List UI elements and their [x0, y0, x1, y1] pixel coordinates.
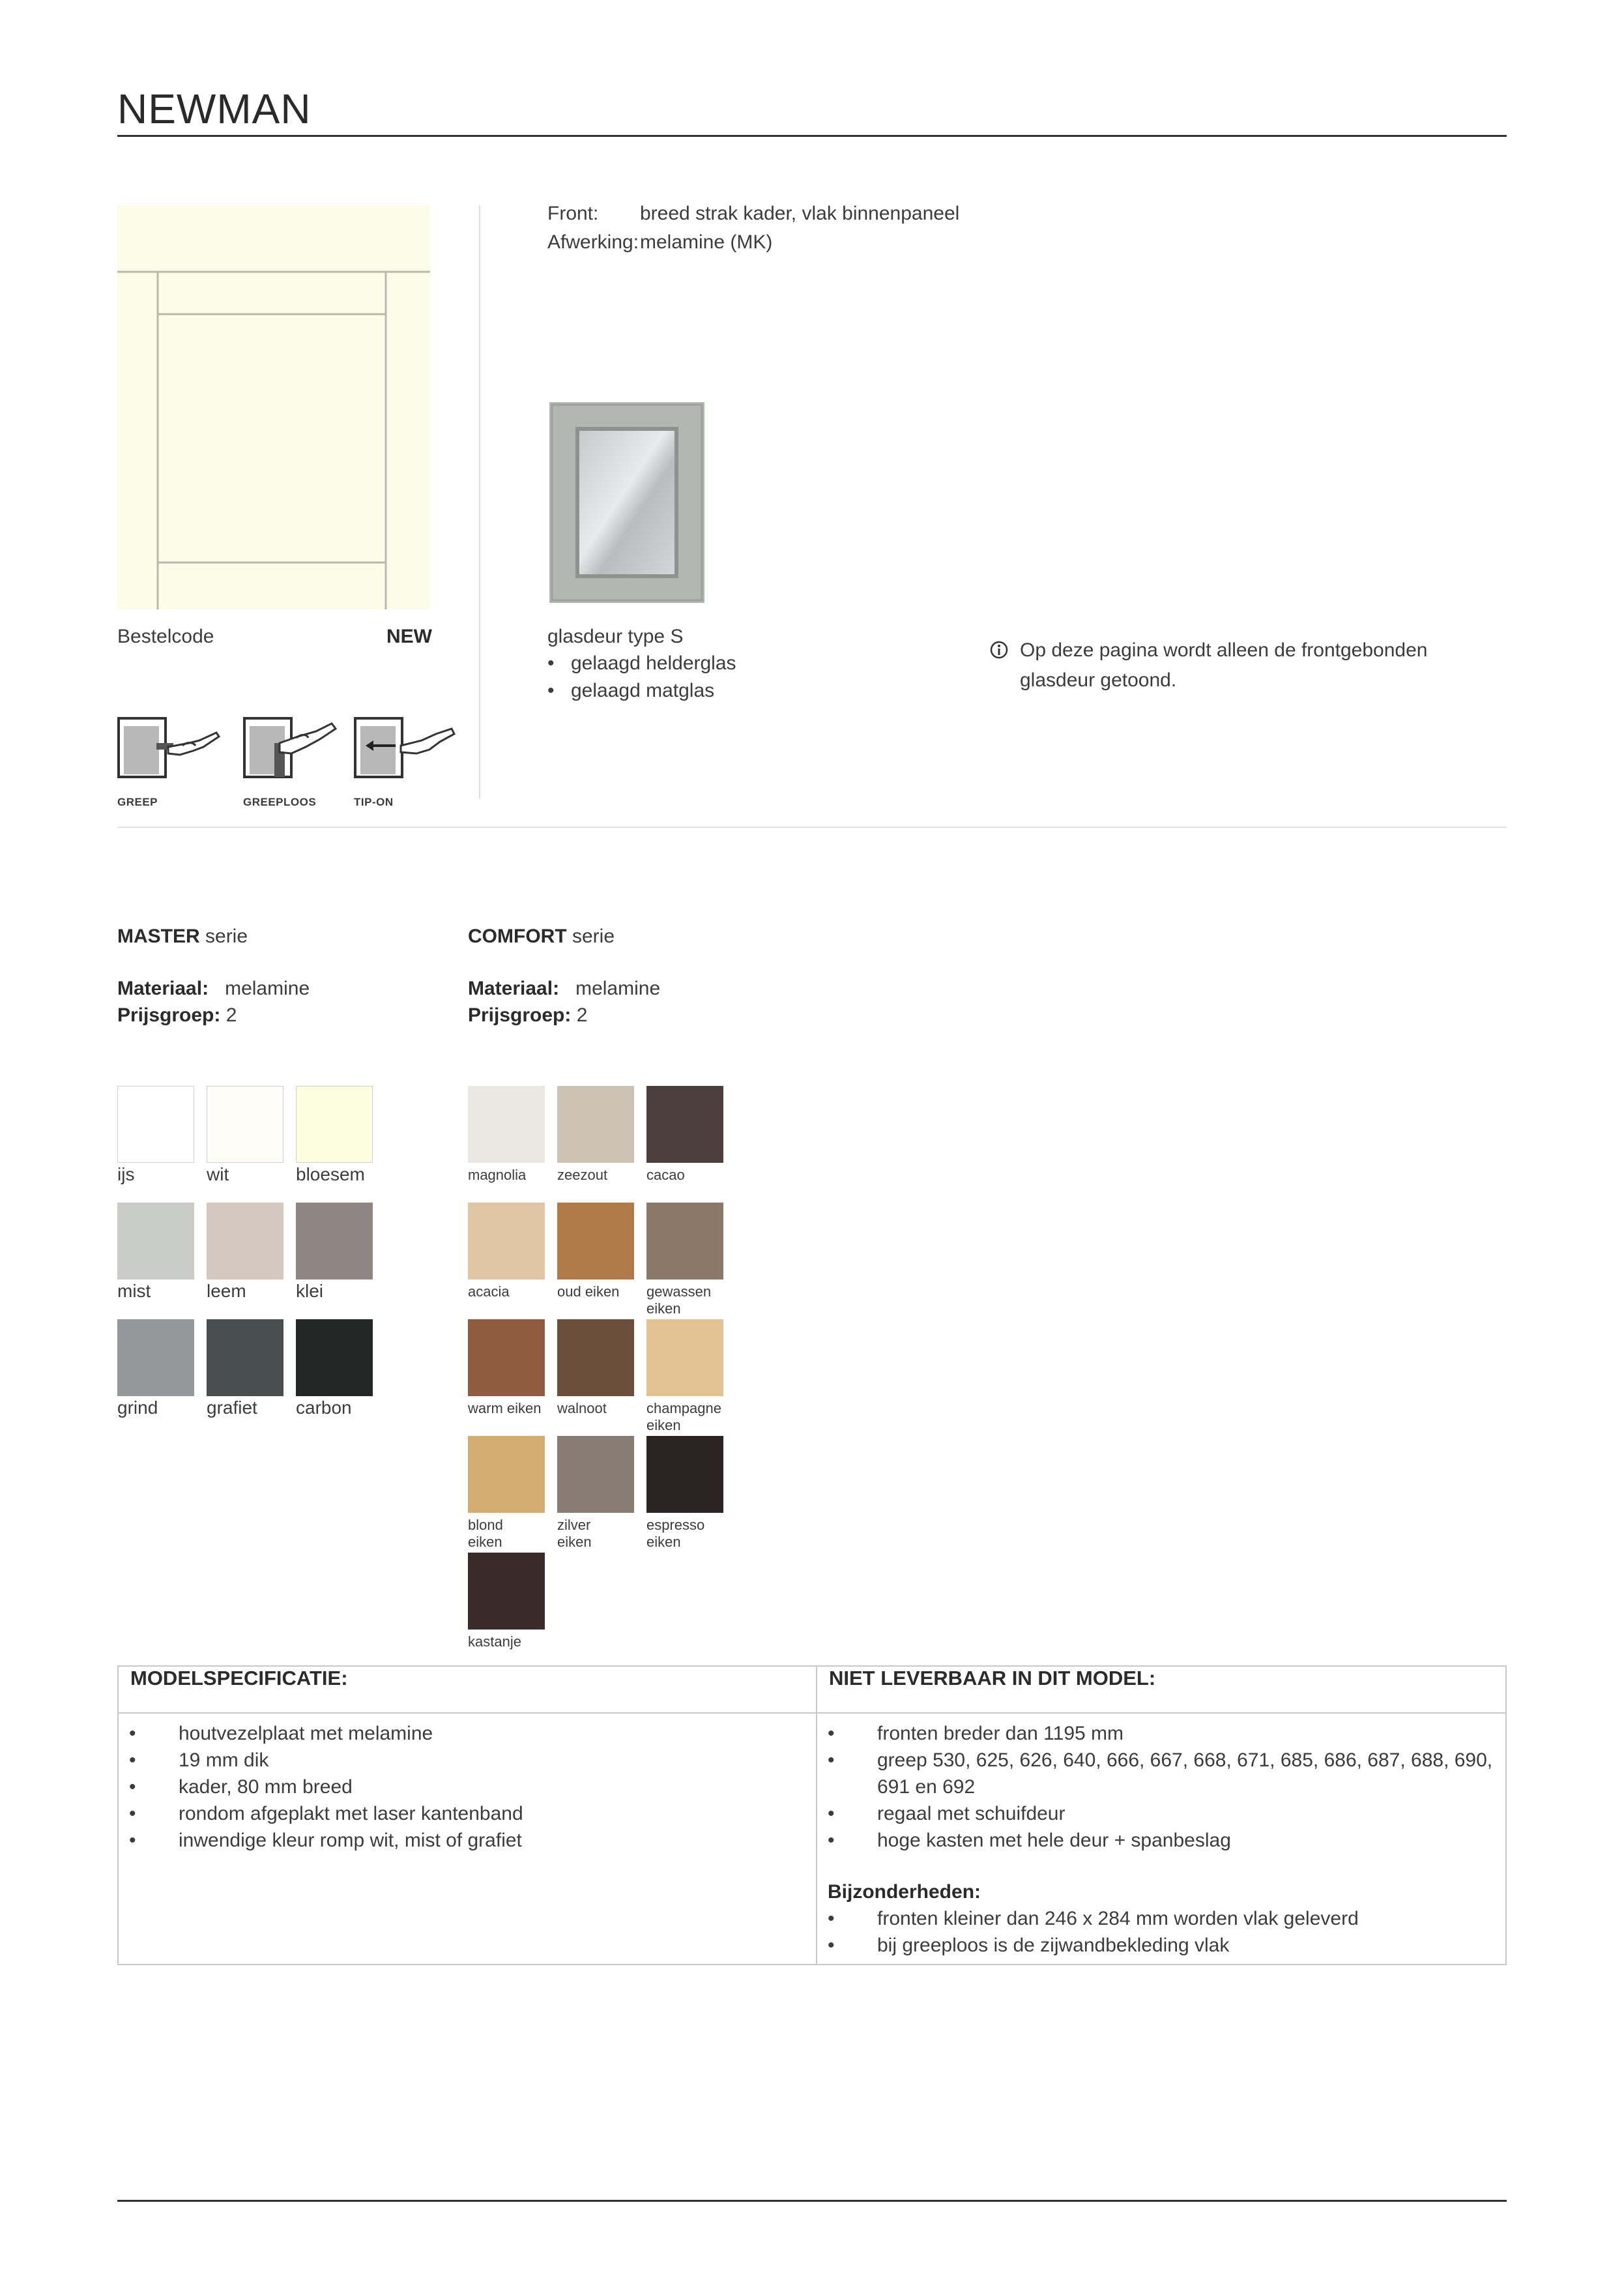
comfort-price-label: Prijsgroep: — [468, 1004, 572, 1026]
door-front-image — [117, 205, 430, 609]
color-swatch-label: ijs — [117, 1164, 135, 1184]
master-material-value: melamine — [225, 978, 310, 999]
color-swatch-label: walnoot — [557, 1400, 607, 1416]
special-item: • fronten kleiner dan 246 x 284 mm worden vlak geleverd — [828, 1905, 1495, 1932]
color-swatch-label: grind — [117, 1397, 158, 1418]
glass-option: • gelaagd helderglas — [547, 652, 736, 674]
color-swatch-label: leem — [207, 1281, 246, 1301]
comfort-color-grid — [468, 1086, 742, 1659]
spec-item: • inwendige kleur romp wit, mist of grafiet — [129, 1827, 805, 1854]
glass-door-title: glasdeur type S — [547, 626, 684, 647]
master-series-title — [117, 926, 248, 948]
glass-option: • gelaagd matglas — [547, 680, 715, 701]
color-swatch-item — [557, 1436, 634, 1551]
handle-option-greep — [117, 717, 222, 809]
spec-item: • houtvezelplaat met melamine — [129, 1720, 805, 1747]
color-swatch-item — [207, 1086, 283, 1185]
header-rule — [117, 135, 1507, 137]
color-swatch — [468, 1319, 545, 1396]
spec-item: • hoge kasten met hele deur + spanbeslag — [828, 1827, 1495, 1854]
color-swatch — [117, 1203, 194, 1279]
color-swatch-label: klei — [296, 1281, 324, 1301]
color-swatch-label: magnolia — [468, 1167, 527, 1183]
comfort-material-label: Materiaal: — [468, 978, 560, 999]
color-swatch-label-line2: eiken — [646, 1300, 681, 1317]
color-swatch-item — [646, 1436, 723, 1551]
master-material — [117, 978, 310, 1000]
color-swatch-label: grafiet — [207, 1397, 257, 1418]
color-swatch-item — [468, 1319, 545, 1417]
color-swatch — [296, 1203, 373, 1279]
info-icon — [989, 640, 1009, 660]
master-price-value: 2 — [225, 1004, 237, 1026]
color-swatch-label: carbon — [296, 1397, 352, 1418]
color-swatch-item — [207, 1319, 283, 1418]
comfort-series-title — [468, 926, 615, 948]
color-swatch-label: gewassen — [646, 1283, 712, 1300]
color-swatch — [557, 1319, 634, 1396]
color-swatch — [557, 1086, 634, 1163]
spec-right-cell — [817, 1713, 1506, 1965]
door-frame-drawing — [117, 205, 430, 609]
color-swatch-label: blond — [468, 1517, 503, 1533]
color-swatch-item — [117, 1319, 194, 1418]
spec-left-header: MODELSPECIFICATIE: — [118, 1666, 817, 1713]
spec-item: • fronten breder dan 1195 mm — [828, 1720, 1495, 1747]
handle-label-greep: GREEP — [117, 796, 158, 808]
color-swatch-label: mist — [117, 1281, 151, 1301]
order-code-value: NEW — [386, 626, 432, 647]
color-swatch-item — [207, 1203, 283, 1302]
handle-pull-icon — [117, 717, 222, 789]
color-swatch-item — [296, 1319, 373, 1418]
spec-item: • regaal met schuifdeur — [828, 1800, 1495, 1827]
order-code-label: Bestelcode — [117, 626, 214, 647]
finish-label: Afwerking: — [547, 231, 639, 253]
master-color-grid — [117, 1086, 391, 1425]
special-list — [828, 1905, 1495, 1959]
color-swatch — [646, 1086, 723, 1163]
comfort-price-value: 2 — [576, 1004, 588, 1026]
color-swatch-label-line2: eiken — [557, 1534, 592, 1550]
color-swatch — [207, 1203, 283, 1279]
glass-door-image — [549, 402, 704, 603]
color-swatch-item — [468, 1086, 545, 1184]
color-swatch-label-line2: eiken — [646, 1534, 681, 1550]
special-item: • bij greeploos is de zijwandbekleding vlak — [828, 1932, 1495, 1959]
color-swatch — [207, 1086, 283, 1163]
comfort-price-group — [468, 1004, 587, 1027]
page-title: NEWMAN — [117, 85, 312, 132]
comfort-series-suffix: serie — [566, 926, 615, 947]
master-price-group — [117, 1004, 237, 1027]
color-swatch — [468, 1203, 545, 1279]
color-swatch-label: warm eiken — [468, 1400, 542, 1416]
handle-option-tip-on — [354, 717, 458, 809]
comfort-series-name: COMFORT — [468, 926, 567, 947]
color-swatch-label: acacia — [468, 1283, 510, 1300]
color-swatch — [646, 1319, 723, 1396]
color-swatch-label: espresso — [646, 1517, 705, 1533]
comfort-material-value: melamine — [575, 978, 661, 999]
color-swatch-item — [296, 1203, 373, 1302]
color-swatch-label: oud eiken — [557, 1283, 620, 1300]
color-swatch-item — [117, 1086, 194, 1185]
glass-option-label: gelaagd helderglas — [571, 652, 736, 674]
spec-item: • kader, 80 mm breed — [129, 1774, 805, 1800]
color-swatch-item — [117, 1203, 194, 1302]
color-swatch-item — [468, 1436, 545, 1551]
color-swatch-label-line2: eiken — [468, 1534, 502, 1550]
color-swatch — [468, 1086, 545, 1163]
color-swatch — [117, 1319, 194, 1396]
color-swatch — [646, 1436, 723, 1513]
tip-on-icon — [354, 717, 458, 789]
color-swatch-item — [557, 1203, 634, 1300]
color-swatch-item — [296, 1086, 373, 1185]
color-swatch-item — [646, 1203, 723, 1317]
color-swatch-item — [646, 1319, 723, 1434]
spec-item: • 19 mm dik — [129, 1747, 805, 1774]
spec-item: • rondom afgeplakt met laser kantenband — [129, 1800, 805, 1827]
spec-item: • greep 530, 625, 626, 640, 666, 667, 668, 671, 685, 686, 687, 688, 690, 691 en 692 — [828, 1747, 1495, 1800]
color-swatch-label: kastanje — [468, 1633, 521, 1650]
color-swatch-item — [468, 1553, 545, 1650]
color-swatch-item — [557, 1086, 634, 1184]
glass-option-label: gelaagd matglas — [571, 680, 715, 701]
section-divider — [117, 826, 1507, 828]
color-swatch — [117, 1086, 194, 1163]
glass-door-drawing — [549, 402, 704, 603]
finish-value: melamine (MK) — [640, 231, 773, 253]
color-swatch — [296, 1319, 373, 1396]
color-swatch-label: bloesem — [296, 1164, 365, 1184]
color-swatch-label: cacao — [646, 1167, 685, 1183]
color-swatch-label: champagne — [646, 1400, 721, 1416]
front-label: Front: — [547, 203, 599, 224]
spec-left-list — [129, 1720, 805, 1854]
color-swatch — [207, 1319, 283, 1396]
spec-right-header: NIET LEVERBAAR IN DIT MODEL: — [817, 1666, 1506, 1713]
front-value: breed strak kader, vlak binnenpaneel — [640, 203, 960, 224]
master-series-name: MASTER — [117, 926, 200, 947]
special-title: Bijzonderheden: — [828, 1881, 981, 1903]
footer-rule — [117, 2200, 1507, 2202]
master-series-suffix: serie — [199, 926, 248, 947]
handleless-icon — [243, 717, 347, 789]
column-divider — [479, 205, 480, 798]
handle-label-tip-on: TIP-ON — [354, 796, 394, 808]
master-material-label: Materiaal: — [117, 978, 209, 999]
handle-option-greeploos — [243, 717, 347, 809]
color-swatch-item — [557, 1319, 634, 1417]
color-swatch-label: wit — [207, 1164, 229, 1184]
spec-right-list — [828, 1720, 1495, 1854]
handle-label-greeploos: GREEPLOOS — [243, 796, 317, 808]
color-swatch — [557, 1203, 634, 1279]
spec-left-cell — [118, 1713, 817, 1965]
color-swatch-label-line2: eiken — [646, 1417, 681, 1433]
color-swatch-item — [468, 1203, 545, 1300]
spec-table — [117, 1665, 1507, 1965]
color-swatch — [557, 1436, 634, 1513]
color-swatch-label: zilver — [557, 1517, 591, 1533]
color-swatch — [468, 1553, 545, 1630]
info-note: Op deze pagina wordt alleen de frontgebonden glasdeur getoond. — [1020, 639, 1428, 691]
color-swatch — [296, 1086, 373, 1163]
comfort-material — [468, 978, 660, 1000]
color-swatch — [468, 1436, 545, 1513]
color-swatch-item — [646, 1086, 723, 1184]
master-price-label: Prijsgroep: — [117, 1004, 221, 1026]
color-swatch — [646, 1203, 723, 1279]
color-swatch-label: zeezout — [557, 1167, 608, 1183]
